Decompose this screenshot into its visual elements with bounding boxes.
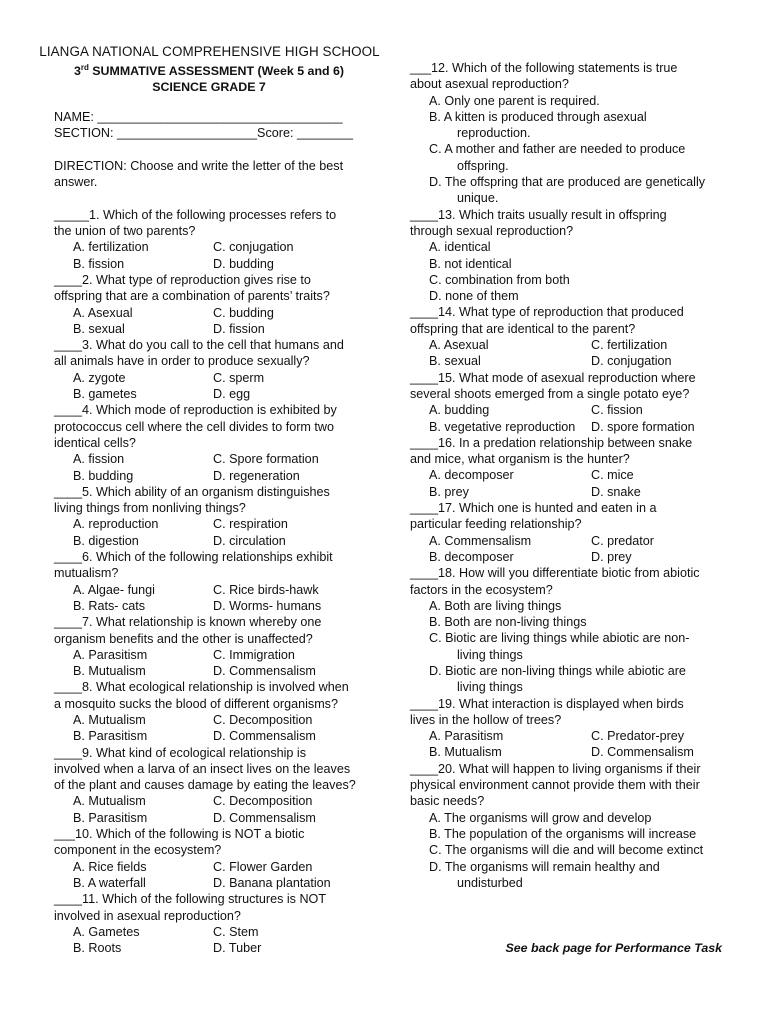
answer-option[interactable]: D. Commensalism bbox=[591, 745, 694, 760]
answer-option[interactable]: A. fertilization bbox=[73, 240, 149, 255]
answer-option[interactable]: D. Banana plantation bbox=[213, 875, 331, 890]
answer-option[interactable]: A. zygote bbox=[73, 370, 126, 385]
question-text-line: ____8. What ecological relationship is involved when bbox=[54, 680, 349, 695]
answer-option[interactable]: B. sexual bbox=[73, 321, 125, 336]
question-text-line: ____16. In a predation relationship between snake bbox=[410, 435, 693, 450]
answer-option[interactable]: C. Flower Garden bbox=[213, 859, 313, 874]
answer-option[interactable]: B. Parasitism bbox=[73, 729, 148, 744]
question-text-line: basic needs? bbox=[410, 794, 485, 809]
answer-option-text: B. Both are non-living things bbox=[429, 615, 587, 630]
answer-option[interactable]: B. not identical bbox=[429, 256, 512, 271]
question-options bbox=[54, 647, 362, 680]
answer-option[interactable] bbox=[410, 141, 722, 174]
question-options bbox=[54, 712, 362, 745]
section-score-field[interactable]: SECTION: ____________________Score: ________ bbox=[54, 126, 353, 141]
answer-option-text: A. Both are living things bbox=[429, 598, 562, 613]
answer-option-text: A. The organisms will grow and develop bbox=[429, 810, 652, 825]
answer-option[interactable]: A. Parasitism bbox=[429, 729, 504, 744]
question-text-line: ___10. Which of the following is NOT a biotic bbox=[54, 827, 305, 842]
answer-option-text: C. The organisms will die and will become extinct bbox=[429, 843, 704, 858]
question-text-line: a mosquito sucks the blood of different organisms? bbox=[54, 696, 338, 711]
question-7 bbox=[54, 614, 362, 679]
direction-line-1: DIRECTION: Choose and write the letter of the best bbox=[54, 158, 344, 173]
answer-option[interactable]: D. Commensalism bbox=[213, 810, 316, 825]
answer-option[interactable]: B. A waterfall bbox=[73, 875, 146, 890]
direction-line-2: answer. bbox=[54, 175, 98, 190]
answer-option[interactable]: D. Commensalism bbox=[213, 729, 316, 744]
question-text-line: ____4. Which mode of reproduction is exhibited by bbox=[54, 403, 337, 418]
question-options bbox=[410, 467, 722, 500]
question-options bbox=[54, 305, 362, 338]
question-3 bbox=[54, 337, 362, 402]
answer-option[interactable]: B. gametes bbox=[73, 387, 137, 402]
question-text-line: offspring that are identical to the parent? bbox=[410, 321, 636, 336]
question-text-line: ___12. Which of the following statements is true bbox=[410, 61, 678, 75]
answer-option[interactable]: A. budding bbox=[429, 403, 490, 418]
question-options bbox=[54, 793, 362, 826]
question-text-line: factors in the ecosystem? bbox=[410, 582, 553, 597]
answer-option[interactable] bbox=[410, 826, 722, 842]
answer-option[interactable]: D. Commensalism bbox=[213, 664, 316, 679]
answer-option[interactable] bbox=[410, 663, 722, 696]
answer-option[interactable] bbox=[410, 109, 722, 142]
answer-option-text: C. A mother and father are needed to produce bbox=[429, 142, 686, 157]
answer-option[interactable]: A. Gametes bbox=[73, 924, 140, 939]
question-text-line: ____14. What type of reproduction that produced bbox=[410, 305, 684, 320]
question-20 bbox=[410, 761, 722, 891]
question-text-line: ____13. Which traits usually result in offspring bbox=[410, 207, 667, 222]
question-text-line: identical cells? bbox=[54, 435, 136, 450]
question-6 bbox=[54, 549, 362, 614]
answer-option[interactable]: B. Rats- cats bbox=[73, 598, 146, 613]
question-options bbox=[410, 337, 722, 370]
question-18 bbox=[410, 565, 722, 695]
answer-option[interactable]: B. budding bbox=[73, 468, 134, 483]
answer-option-continuation: offspring. bbox=[457, 158, 509, 173]
question-4 bbox=[54, 402, 362, 483]
question-text-line: the union of two parents? bbox=[54, 224, 196, 239]
question-options bbox=[54, 859, 362, 892]
answer-option[interactable]: B. fission bbox=[73, 256, 125, 271]
answer-option[interactable] bbox=[410, 93, 722, 109]
name-field[interactable]: NAME: ___________________________________ bbox=[54, 110, 343, 124]
answer-option[interactable]: A. Asexual bbox=[429, 338, 489, 353]
question-options bbox=[410, 533, 722, 566]
assessment-header bbox=[54, 60, 364, 96]
question-text-line: protococcus cell where the cell divides to form two bbox=[54, 419, 334, 434]
answer-option[interactable]: C. conjugation bbox=[213, 240, 294, 255]
answer-option[interactable]: B. prey bbox=[429, 484, 469, 499]
answer-option-text: B. A kitten is produced through asexual bbox=[429, 109, 647, 124]
answer-option[interactable]: D. none of them bbox=[429, 289, 519, 304]
answer-option[interactable]: D. circulation bbox=[213, 533, 286, 548]
question-text-line: living things from nonliving things? bbox=[54, 501, 246, 516]
question-text-line: lives in the hollow of trees? bbox=[410, 712, 562, 727]
question-text-line: ____15. What mode of asexual reproduction where bbox=[410, 370, 696, 385]
answer-option[interactable]: D. spore formation bbox=[591, 419, 695, 434]
question-text-line: ____20. What will happen to living organisms if their bbox=[410, 761, 701, 776]
answer-option[interactable]: C. Rice birds-hawk bbox=[213, 582, 319, 597]
answer-option[interactable]: B. decomposer bbox=[429, 549, 514, 564]
answer-option[interactable]: C. Immigration bbox=[213, 647, 295, 662]
question-options bbox=[54, 516, 362, 549]
answer-option[interactable]: C. budding bbox=[213, 305, 274, 320]
question-text-line: of the plant and causes damage by eating the leaves? bbox=[54, 778, 356, 793]
question-text-line: organism benefits and the other is unaffected? bbox=[54, 631, 313, 646]
question-text-line: ____11. Which of the following structures is NOT bbox=[54, 892, 327, 907]
answer-option[interactable]: A. Commensalism bbox=[429, 533, 532, 548]
question-text-line: component in the ecosystem? bbox=[54, 843, 222, 858]
answer-option-text: D. The offspring that are produced are genetically bbox=[429, 175, 706, 190]
answer-option[interactable]: D. Tuber bbox=[213, 941, 262, 956]
answer-option[interactable]: A. Mutualism bbox=[73, 712, 146, 727]
question-options bbox=[54, 451, 362, 484]
question-15 bbox=[410, 370, 722, 435]
assessment-title: 3rd SUMMATIVE ASSESSMENT (Week 5 and 6) bbox=[73, 63, 345, 79]
answer-option[interactable]: C. respiration bbox=[213, 517, 288, 532]
question-options bbox=[410, 402, 722, 435]
answer-option[interactable]: A. identical bbox=[429, 240, 491, 255]
answer-option-continuation: undisturbed bbox=[457, 875, 523, 890]
question-text-line: all animals have in order to produce sexually? bbox=[54, 354, 310, 369]
question-text-line: physical environment cannot provide them with their bbox=[410, 778, 700, 793]
subject-title: SCIENCE GRADE 7 bbox=[152, 80, 266, 95]
question-text-line: involved when a larva of an insect lives on the leaves bbox=[54, 761, 351, 776]
question-text-line: ____17. Which one is hunted and eaten in a bbox=[410, 501, 657, 516]
question-1 bbox=[54, 207, 362, 272]
question-options bbox=[54, 370, 362, 403]
answer-option[interactable]: C. Decomposition bbox=[213, 712, 313, 727]
answer-option[interactable]: C. Predator-prey bbox=[591, 729, 685, 744]
answer-option-text: A. Only one parent is required. bbox=[429, 93, 600, 108]
answer-option[interactable] bbox=[410, 598, 722, 614]
question-text-line: ____3. What do you call to the cell that humans and bbox=[54, 338, 344, 353]
answer-option[interactable]: D. conjugation bbox=[591, 354, 672, 369]
question-16 bbox=[410, 435, 722, 500]
question-text-line: mutualism? bbox=[54, 566, 119, 581]
question-text-line: ____7. What relationship is known whereby one bbox=[54, 615, 322, 630]
answer-option-continuation: living things bbox=[457, 647, 523, 662]
question-17 bbox=[410, 500, 722, 565]
answer-option[interactable] bbox=[410, 630, 722, 663]
question-text-line: particular feeding relationship? bbox=[410, 517, 582, 532]
answer-option-continuation: reproduction. bbox=[457, 126, 531, 141]
answer-option[interactable]: D. egg bbox=[213, 387, 251, 402]
answer-option[interactable]: A. decomposer bbox=[429, 468, 514, 483]
answer-option[interactable]: A. fission bbox=[73, 452, 125, 467]
answer-option-text: D. The organisms will remain healthy and bbox=[429, 859, 660, 874]
answer-option[interactable]: C. combination from both bbox=[429, 272, 570, 287]
footer-note: See back page for Performance Task bbox=[505, 941, 722, 955]
answer-option[interactable]: D. budding bbox=[213, 256, 274, 271]
answer-option[interactable]: B. digestion bbox=[73, 533, 139, 548]
question-text-line: ____2. What type of reproduction gives rise to bbox=[54, 272, 311, 287]
question-options bbox=[54, 582, 362, 615]
answer-option[interactable]: D. Worms- humans bbox=[213, 598, 322, 613]
question-8 bbox=[54, 679, 362, 744]
question-5 bbox=[54, 484, 362, 549]
answer-option[interactable]: B. Parasitism bbox=[73, 810, 148, 825]
answer-option[interactable]: A. Rice fields bbox=[73, 859, 147, 874]
answer-option-text: B. The population of the organisms will increase bbox=[429, 826, 697, 841]
answer-option[interactable]: B. Mutualism bbox=[73, 664, 146, 679]
right-question-list bbox=[410, 60, 722, 891]
answer-option[interactable]: A. Algae- fungi bbox=[73, 582, 155, 597]
answer-option[interactable]: C. predator bbox=[591, 533, 654, 548]
question-options bbox=[54, 924, 362, 957]
answer-option[interactable] bbox=[410, 174, 722, 207]
question-13 bbox=[410, 207, 722, 305]
question-text-line: and mice, what organism is the hunter? bbox=[410, 452, 630, 467]
left-column bbox=[54, 109, 362, 956]
question-options bbox=[410, 728, 722, 761]
answer-option[interactable] bbox=[410, 842, 722, 858]
answer-option[interactable]: C. Stem bbox=[213, 924, 259, 939]
question-text-line: several shoots emerged from a single potato eye? bbox=[410, 386, 690, 401]
question-text-line: ____9. What kind of ecological relationship is bbox=[54, 745, 307, 760]
question-text-line: involved in asexual reproduction? bbox=[54, 908, 241, 923]
answer-option[interactable]: C. Spore formation bbox=[213, 452, 319, 467]
question-2 bbox=[54, 272, 362, 337]
answer-option[interactable]: B. vegetative reproduction bbox=[429, 419, 576, 434]
answer-option-text: D. Biotic are non-living things while abiotic are bbox=[429, 663, 686, 678]
question-text-line: offspring that are a combination of parents’ traits? bbox=[54, 289, 330, 304]
answer-option[interactable]: D. fission bbox=[213, 321, 265, 336]
question-text-line: about asexual reproduction? bbox=[410, 77, 569, 92]
left-question-list bbox=[54, 207, 362, 957]
answer-option[interactable]: A. Asexual bbox=[73, 305, 133, 320]
question-11 bbox=[54, 891, 362, 956]
question-14 bbox=[410, 304, 722, 369]
question-10 bbox=[54, 826, 362, 891]
answer-option[interactable]: D. prey bbox=[591, 549, 632, 564]
answer-option[interactable]: C. Decomposition bbox=[213, 794, 313, 809]
answer-option[interactable]: C. fission bbox=[591, 403, 643, 418]
answer-option[interactable]: A. Mutualism bbox=[73, 794, 146, 809]
question-12 bbox=[410, 60, 722, 207]
question-options bbox=[54, 239, 362, 272]
answer-option[interactable] bbox=[410, 614, 722, 630]
question-text-line: ____6. Which of the following relationships exhibit bbox=[54, 550, 333, 565]
school-name: LIANGA NATIONAL COMPREHENSIVE HIGH SCHOOL bbox=[39, 44, 380, 59]
answer-option[interactable]: D. snake bbox=[591, 484, 641, 499]
answer-option[interactable]: B. Mutualism bbox=[429, 745, 502, 760]
answer-option-continuation: living things bbox=[457, 680, 523, 695]
question-text-line: _____1. Which of the following processes refers to bbox=[54, 207, 337, 222]
right-column bbox=[410, 60, 722, 891]
answer-option[interactable]: C. fertilization bbox=[591, 338, 668, 353]
answer-option[interactable]: A. Parasitism bbox=[73, 647, 148, 662]
answer-option[interactable]: B. Roots bbox=[73, 941, 122, 956]
answer-option[interactable]: C. mice bbox=[591, 468, 634, 483]
question-text-line: ____5. Which ability of an organism distinguishes bbox=[54, 484, 330, 499]
answer-option[interactable]: A. reproduction bbox=[73, 517, 159, 532]
answer-option[interactable]: D. regeneration bbox=[213, 468, 300, 483]
question-9 bbox=[54, 745, 362, 826]
answer-option-continuation: unique. bbox=[457, 191, 499, 206]
question-text-line: through sexual reproduction? bbox=[410, 223, 574, 238]
answer-option[interactable] bbox=[410, 810, 722, 826]
answer-option[interactable]: C. sperm bbox=[213, 370, 265, 385]
answer-option[interactable]: B. sexual bbox=[429, 354, 481, 369]
question-19 bbox=[410, 696, 722, 761]
question-text-line: ____18. How will you differentiate biotic from abiotic bbox=[410, 566, 700, 581]
question-text-line: ____19. What interaction is displayed when birds bbox=[410, 696, 684, 711]
answer-option[interactable] bbox=[410, 859, 722, 892]
answer-option-text: C. Biotic are living things while abiotic are non- bbox=[429, 631, 690, 646]
